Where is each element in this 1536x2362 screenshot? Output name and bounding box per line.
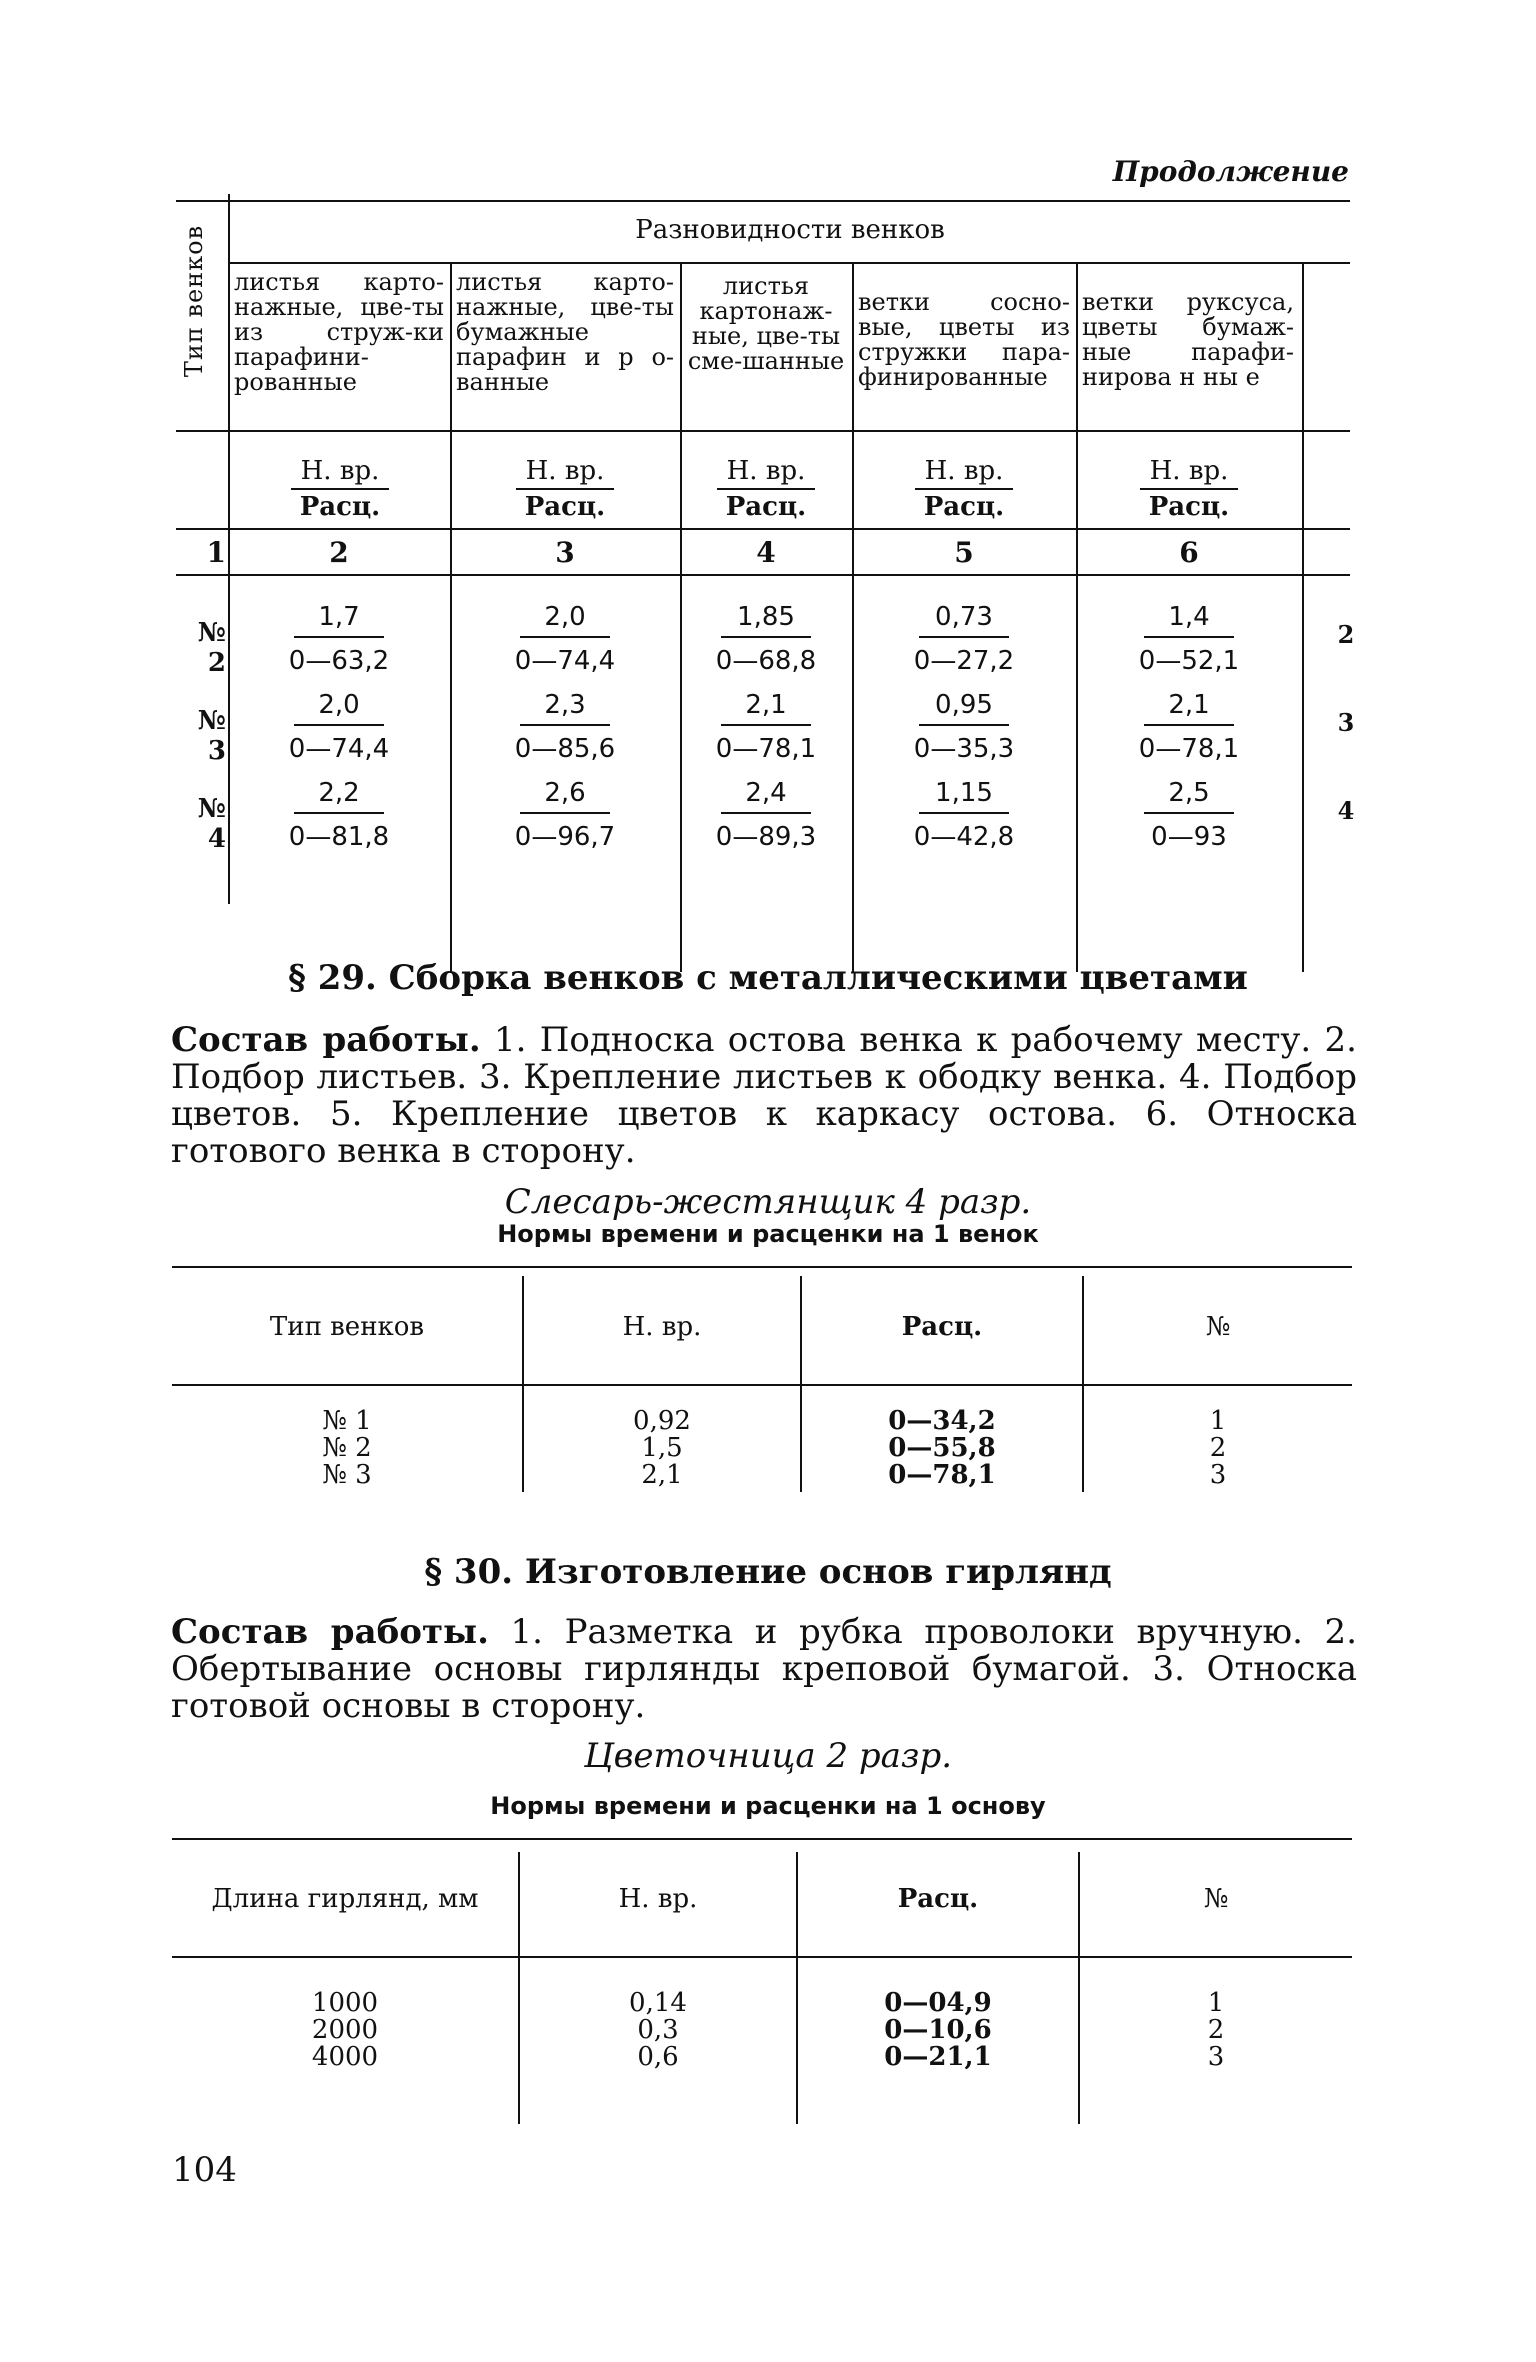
row-label: № 2 (197, 618, 226, 678)
row-number: 2 (1337, 620, 1355, 649)
cell: $\frac{2,5}{0—93}$ (1119, 778, 1259, 852)
continuation-label: Продолжение (1112, 155, 1349, 188)
row-number: 3 (1337, 708, 1355, 737)
col-type: № 1 № 2 № 3 (322, 1406, 372, 1490)
col-desc-5: ветки руксуса, цветы бумаж-ные парафи-нирова н ны е (1082, 288, 1294, 391)
cell: $\frac{2,6}{0—96,7}$ (514, 778, 616, 852)
col-header-num: № (1205, 1312, 1231, 1342)
unit-header-5: Н. вр. Расц. (1114, 456, 1264, 522)
cell: $\frac{2,0}{0—74,4}$ (288, 690, 390, 764)
col-desc-1: листья карто-нажные, цве-ты из струж-ки парафини-рованные (234, 268, 444, 396)
col-norm: 0,92 1,5 2,1 (633, 1406, 691, 1490)
index-1: 1 (206, 536, 226, 569)
group-header: Разновидности венков (635, 215, 945, 245)
col-header-rate: Расц. (897, 1884, 979, 1914)
cell: $\frac{2,3}{0—85,6}$ (514, 690, 616, 764)
page-number: 104 (172, 2150, 237, 2190)
unit-header-1: Н. вр. Расц. (265, 456, 415, 522)
col-rate: 0—04,9 0—10,6 0—21,1 (884, 1988, 992, 2072)
unit-header-3: Н. вр. Расц. (691, 456, 841, 522)
col-rate: 0—34,2 0—55,8 0—78,1 (888, 1406, 996, 1490)
col-desc-3: листья картонаж-ные, цве-ты сме-шанные (687, 272, 845, 375)
section-29-body: Состав работы. 1. Подноска остова венка к рабочему месту. 2. Подбор листьев. 3. Крепление листьев к ободку венка. 4. Подбор цветов. 5. Крепление цветов к каркасу остова. 6. Относка готового венка в сторону. (171, 1020, 1357, 1171)
section-29-heading: § 29. Сборка венков с металлическими цветами (288, 958, 1248, 998)
section-30-norms-title: Нормы времени и расценки на 1 основу (490, 1792, 1046, 1820)
col-length: 1000 2000 4000 (311, 1988, 379, 2072)
cell: $\frac{2,4}{0—89,3}$ (715, 778, 817, 852)
cell: $\frac{0,95}{0—35,3}$ (913, 690, 1015, 764)
cell: $\frac{1,85}{0—68,8}$ (715, 602, 817, 676)
col-desc-4: ветки сосно-вые, цветы из стружки пара-финированные (858, 288, 1070, 391)
index-3: 3 (555, 536, 575, 569)
section-30-heading: § 30. Изготовление основ гирлянд (424, 1552, 1112, 1592)
col-header-norm: Н. вр. (618, 1884, 698, 1914)
row-label: № 4 (197, 794, 226, 854)
cell: $\frac{2,0}{0—74,4}$ (514, 602, 616, 676)
cell: $\frac{2,2}{0—81,8}$ (288, 778, 390, 852)
cell: $\frac{0,73}{0—27,2}$ (913, 602, 1015, 676)
wreath-norms-table (176, 194, 1355, 904)
section-29-norms-title: Нормы времени и расценки на 1 венок (497, 1220, 1039, 1248)
section-29-worker: Слесарь-жестянщик 4 разр. (504, 1182, 1032, 1222)
row-number: 4 (1337, 796, 1355, 825)
col-header-length: Длина гирлянд, мм (211, 1884, 479, 1914)
row-label: № 3 (197, 706, 226, 766)
col-header-num: № (1203, 1884, 1229, 1914)
cell: $\frac{1,7}{0—63,2}$ (288, 602, 390, 676)
cell: $\frac{1,15}{0—42,8}$ (913, 778, 1015, 852)
section-30-worker: Цветочница 2 разр. (583, 1736, 953, 1776)
col-header-norm: Н. вр. (622, 1312, 702, 1342)
col-desc-2: листья карто-нажные, цве-ты бумажные парафин и р о-ванные (456, 268, 674, 396)
cell: $\frac{1,4}{0—52,1}$ (1138, 602, 1240, 676)
unit-header-4: Н. вр. Расц. (889, 456, 1039, 522)
index-4: 4 (756, 536, 776, 569)
cell: $\frac{2,1}{0—78,1}$ (1138, 690, 1240, 764)
garland-base-table (172, 1838, 1352, 2124)
wreath-assembly-table (172, 1266, 1352, 1492)
col-norm: 0,14 0,3 0,6 (629, 1988, 687, 2072)
index-6: 6 (1179, 536, 1199, 569)
section-30-body: Состав работы. 1. Разметка и рубка проволоки вручную. 2. Обертывание основы гирлянды креповой бумагой. 3. Относка готовой основы в сторону. (171, 1612, 1357, 1726)
cell: $\frac{2,1}{0—78,1}$ (715, 690, 817, 764)
index-2: 2 (329, 536, 349, 569)
col-num: 1 2 3 (1207, 1988, 1225, 2072)
col-num: 1 2 3 (1209, 1406, 1227, 1490)
index-5: 5 (954, 536, 974, 569)
col-header-rate: Расц. (901, 1312, 983, 1342)
unit-header-2: Н. вр. Расц. (490, 456, 640, 522)
col-header-type: Тип венков (269, 1312, 425, 1342)
type-header-rotated: Тип венков (180, 224, 208, 378)
